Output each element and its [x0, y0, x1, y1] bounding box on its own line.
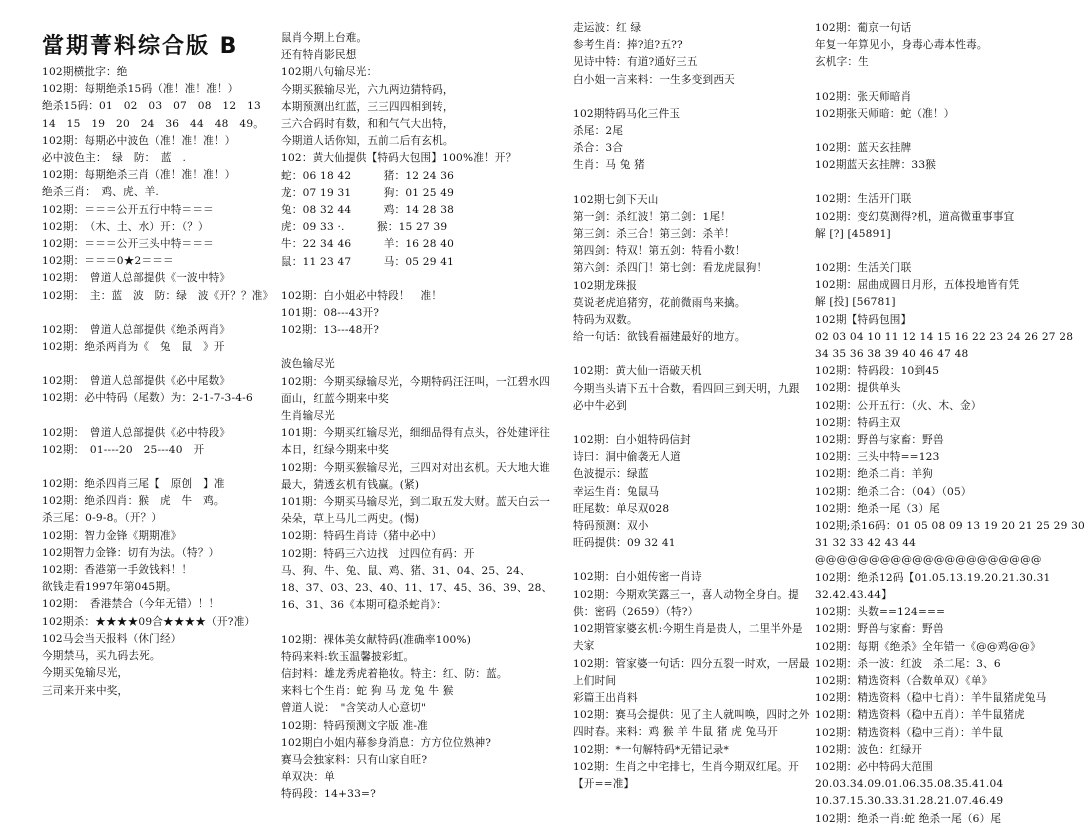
text-line: 102期：今期买猴输尽光，三四对对出玄机。天大地大谁最大，猜透玄机有钱赢。(紧) — [281, 461, 551, 491]
column-2-body — [281, 30, 556, 804]
text-line: 102期：管家婆一句话：四分五裂一时欢，一居最上们时间 — [573, 657, 810, 687]
text-line: 102期：野兽与家畜：野兽 — [815, 623, 944, 636]
text-line: 102期：生活开门联 — [815, 193, 912, 206]
text-line: 102期：葡京一句话 — [815, 22, 912, 34]
text-line: 曾道人说： "含笑动人心意切" — [281, 702, 427, 715]
text-line: 马、狗、牛、兔、鼠、鸡、猪、31、04、25、24、 — [281, 564, 531, 577]
spacer — [815, 174, 1070, 191]
text-line: 102期特码马化三件玉 — [573, 107, 681, 120]
text-line: 龙：07 19 31 狗：01 25 49 — [281, 186, 455, 199]
text-line: 102期：＝＝＝公开五行中特＝＝＝ — [42, 203, 214, 216]
text-line: 102期：蓝天玄挂牌 — [815, 142, 912, 155]
text-line: 波色输尽光 — [281, 358, 335, 371]
spacer — [573, 89, 810, 106]
text-line: 还有特肖影民想 — [281, 49, 357, 62]
text-line: 102期： 01----20 25---40 开 — [42, 443, 205, 456]
page-title: 當期菁料综合版 B — [42, 34, 239, 59]
text-line: 今期买猴输尽光，六九两边猜特码， — [281, 83, 454, 96]
spacer — [281, 339, 556, 356]
text-line: 102期：每期绝杀三肖（准！准！准！） — [42, 169, 236, 182]
text-line: 给一句话：欲钱看福建最好的地方。 — [573, 331, 746, 344]
column-4 — [815, 20, 1085, 825]
text-line: 鼠肖今期上台难。 — [281, 32, 368, 44]
text-line: 102期：＝＝＝0★2＝＝＝ — [42, 255, 174, 268]
text-line: 102：黄大仙提供【特码大包围】100%准！开？ — [281, 152, 517, 165]
text-line: 18、37、03、23、40、11、17、45、36、39、28、 — [281, 582, 553, 595]
text-line: 102期：香港第一手敛钱料！！ — [42, 564, 193, 577]
text-line: 102期：绝杀四肖：猴 虎 牛 鸡。 — [42, 495, 225, 508]
text-line: 102期：三头中特==123 — [815, 451, 940, 464]
text-line: 三司来开来中奖， — [42, 684, 129, 697]
text-line: 彩篇王出肖料 — [573, 691, 638, 704]
text-line: 生肖输尽光 — [281, 410, 335, 423]
text-line: 102期八句输尽光： — [281, 66, 378, 79]
column-1-body — [42, 64, 274, 700]
text-line: 102期：特码预测文字版 准-准 — [281, 719, 428, 732]
text-line: 单双决：单 — [281, 771, 335, 784]
text-line: 102期： 主：蓝 波 防：绿 波《开？？准》 — [42, 289, 274, 302]
text-line: 102期：杀一波：红波 杀二尾：3、6 — [815, 657, 1001, 670]
text-line: 102期：＝＝＝公开三头中特＝＝＝ — [42, 238, 214, 251]
text-line: 102期：裸体美女献特码(准确率100%) — [281, 633, 472, 646]
text-line: 102期： 曾道人总部提供《必中特段》 — [42, 426, 231, 439]
text-line: 102期：张天师暗肖 — [815, 90, 912, 103]
text-line: 102期：头数==124=== — [815, 606, 946, 619]
text-line: 杀尾：2尾 — [573, 125, 624, 138]
text-line: 特码来料:软玉温馨披彩虹。 — [281, 650, 415, 663]
text-line: 见诗中特：有道?通好三五 — [573, 56, 698, 69]
text-line: 102期：波色：红绿开 — [815, 743, 923, 756]
text-line: 102期智力金锋：切有为法。（特？） — [42, 546, 220, 559]
text-line: 101期：今期买红输尽光，细细品得有点头，谷处建评往本日，红绿今期来中奖 — [281, 427, 551, 457]
text-line: 32.42.43.44】 — [815, 588, 893, 601]
text-line: 蛇：06 18 42 猪：12 24 36 — [281, 169, 455, 182]
column-1 — [42, 0, 274, 764]
text-line: 102期：特码段：10到45 — [815, 365, 940, 378]
text-line: 102期管家婆玄机:今期生肖是贵人，二里半外是夫家 — [573, 623, 803, 653]
text-line: @@@@@@@@@@@@@@@@@@@@@ — [815, 554, 1042, 567]
spacer — [573, 346, 810, 363]
text-line: 102期：绝杀二肖：羊狗 — [815, 468, 933, 481]
text-line: 102期：绝杀一肖:蛇 绝杀一尾（6）尾 — [815, 812, 1002, 825]
text-line: 年复一年算见小，身毒心毒本性毒。 — [815, 39, 988, 52]
text-line: 杀合：3合 — [573, 142, 624, 155]
text-line: 102期：精选资料（稳中三肖）：羊牛鼠 — [815, 726, 1004, 739]
text-line: 玄机字：生 — [815, 56, 869, 69]
text-line: 102期：13---48开? — [281, 324, 380, 337]
text-line: 102期：提供单头 — [815, 382, 901, 395]
text-line: 101期：08---43开? — [281, 307, 380, 320]
text-line: 16、31、36《本期可稳杀蛇肖》： — [281, 599, 447, 612]
text-line: 10.37.15.30.33.31.28.21.07.46.49 — [815, 795, 1004, 808]
spacer — [42, 459, 267, 476]
text-line: 莫说老虎追猪穷，花前微雨鸟来擒。 — [573, 296, 746, 309]
text-line: 今期道人话你知，五前二后有玄机。 — [281, 135, 454, 148]
text-line: 102期：绝杀12码【01.05.13.19.20.21.30.31 — [815, 571, 1051, 584]
text-line: 鼠：11 23 47 马：05 29 41 — [281, 255, 455, 268]
text-line: 本期预测出红蓝，三三四四相到转， — [281, 100, 454, 113]
text-line: 解 [投] [56781] — [815, 296, 896, 309]
text-line: 102期横批字：绝 — [42, 66, 128, 78]
text-line: 兔：08 32 44 鸡：14 28 38 — [281, 204, 455, 217]
text-line: 102期：特码三六边找 过四位有码：开 — [281, 547, 475, 560]
text-line: 102期;杀16码：01 05 08 09 13 19 20 21 25 29 30 — [815, 520, 1085, 533]
text-line: 102期白小姐内幕参身消息：方方位位熟神? — [281, 736, 492, 749]
text-line: 102期：必中特码大范围 — [815, 760, 933, 773]
text-line: 102期龙珠报 — [573, 279, 637, 292]
text-line: 102期杀：★★★★09合★★★★（开?准） — [42, 615, 256, 628]
text-line: 20.03.34.09.01.06.35.08.35.41.04 — [815, 778, 1004, 791]
text-line: 102期： （木、土、水）开：（？） — [42, 220, 209, 233]
column-4-body — [815, 20, 1085, 828]
text-line: 102期：*一句解特码*无错记录* — [573, 743, 730, 756]
text-line: 102期：每期《绝杀》全年错一《@@鸡@@》 — [815, 640, 1041, 653]
column-3 — [573, 20, 810, 790]
text-line: 102期：智力金锋《期期准》 — [42, 529, 182, 542]
text-line: 特码段：14+33=? — [281, 788, 376, 801]
text-line: 102期七剑下天山 — [573, 193, 659, 206]
spacer — [815, 243, 1070, 260]
text-line: 102期：精选资料（合数单双）《单》 — [815, 674, 993, 687]
text-line: 102期：屈曲成圆日月形，五体投地皆有凭 — [815, 279, 1020, 292]
text-line: 诗曰：洞中偷袭无人道 — [573, 451, 681, 464]
column-3-body — [573, 20, 810, 793]
text-line: 绝杀三肖： 鸡、虎、羊. — [42, 186, 159, 199]
text-line: 102期：每期绝杀15码（准！准！准！） — [42, 83, 239, 96]
text-line: 赛马会独家料：只有山家自旺? — [281, 753, 428, 766]
text-line: 102期：生肖之中宅排七，生肖今期双红尾。开【开==准】 — [573, 760, 799, 790]
text-line: 102期：必中特码（尾数）为：2-1-7-3-4-6 — [42, 392, 253, 405]
text-line: 102期：精选资料（稳中七肖）：羊牛鼠猪虎兔马 — [815, 692, 1047, 705]
text-line: 102期：今期买绿输尽光，今期特码汪汪叫，一江碧水四面山，红蓝今期来中奖 — [281, 375, 551, 405]
spacer — [815, 72, 1070, 89]
text-line: 102期：今期欢笑露三一，喜人动物全身白。提供：密码（2659）（特?） — [573, 588, 799, 618]
text-line: 102期：生活关门联 — [815, 262, 912, 275]
text-line: 今期当头请下五十合数，看四回三到天明，九跟必中牛必到 — [573, 382, 800, 412]
text-line: 102期：精选资料（稳中五肖）：羊牛鼠猪虎 — [815, 709, 1025, 722]
spacer — [281, 271, 556, 288]
text-line: 102期：绝杀一尾（3）尾 — [815, 502, 940, 515]
text-line: 信封料：雄龙秀虎着艳妆。特主：红、防：蓝。 — [281, 667, 508, 680]
text-line: 杀三尾：0-9-8。（开？） — [42, 512, 163, 525]
text-line: 102期：公开五行：（火、木、金） — [815, 399, 982, 412]
text-line: 第三剑：杀三合！第三剑：杀羊！ — [573, 228, 735, 241]
text-line: 102期： 曾道人总部提供《绝杀两肖》 — [42, 323, 231, 336]
text-line: 101期：今期买马输尽光，到二取五发大财。蓝天白云一朵朵，草上马儿二两史。(惕) — [281, 496, 551, 526]
text-line: 来料七个生肖：蛇 狗 马 龙 兔 牛 猴 — [281, 685, 454, 698]
text-line: 今期买兔输尽光， — [42, 667, 129, 680]
spacer — [281, 615, 556, 632]
spacer — [42, 305, 267, 322]
text-line: 第一剑：杀红波！第二剑：1尾！ — [573, 210, 732, 223]
text-line: 牛：22 34 46 羊：16 28 40 — [281, 238, 455, 251]
text-line: 欲钱走看1997年第045期。 — [42, 581, 177, 594]
text-line: 102期蓝天玄挂牌：33猴 — [815, 159, 937, 172]
text-line: 走运波：红 绿 — [573, 22, 642, 34]
text-line: 色波提示：绿蓝 — [573, 468, 649, 481]
spacer — [42, 356, 267, 373]
text-line: 02 03 04 10 11 12 14 15 16 22 23 24 26 27 28 — [815, 330, 1074, 343]
text-line: 102期：赛马会提供：见了主人就叫唤，四时之外四时春。来料：鸡 猴 羊 牛鼠 猪 虎 兔马开 — [573, 709, 810, 739]
text-line: 102期：白小姐特码信封 — [573, 434, 691, 447]
text-line: 102期张天师暗：蛇（准！） — [815, 107, 955, 120]
text-line: 14 15 19 20 24 36 44 48 49。 — [42, 117, 265, 130]
text-line: 特码为双数。 — [573, 314, 638, 327]
text-line: 102期：绝杀两肖为《 兔 鼠 》开 — [42, 341, 225, 354]
column-2 — [281, 30, 556, 801]
text-line: 旺码提供：09 32 41 — [573, 537, 676, 550]
text-line: 102期：特码生肖诗（猪中必中） — [281, 530, 443, 543]
text-line: 102期：每期必中波色（准！准！准！） — [42, 134, 236, 147]
text-line: 今期禁马，买九码去死。 — [42, 650, 161, 663]
spacer — [573, 552, 810, 569]
text-line: 幸运生肖：兔鼠马 — [573, 485, 660, 498]
text-line: 102期：绝杀二合：（04）（05） — [815, 485, 972, 498]
text-line: 102马会当天报料（休门经） — [42, 632, 182, 645]
text-line: 第六剑：杀四门！第七剑：看龙虎鼠狗！ — [573, 262, 768, 275]
text-line: 102期：黄大仙一语破天机 — [573, 365, 702, 378]
text-line: 必中波色主： 绿 防： 蓝 . — [42, 152, 187, 165]
text-line: 102期： 曾道人总部提供《一波中特》 — [42, 272, 231, 285]
text-line: 102期【特码包围】 — [815, 313, 912, 326]
text-line: 102期： 香港禁合（今年无错）！！ — [42, 598, 220, 611]
text-line: 102期：绝杀四肖三尾【 原创 】准 — [42, 478, 225, 491]
text-line: 31 32 33 42 43 44 — [815, 537, 917, 550]
spacer — [573, 415, 810, 432]
text-line: 102期：白小姐必中特段！ 准！ — [281, 289, 443, 302]
text-line: 特码预测：双小 — [573, 520, 649, 533]
text-line: 34 35 36 38 39 40 46 47 48 — [815, 348, 969, 361]
text-line: 生肖：马 兔 猪 — [573, 159, 645, 172]
spacer — [573, 175, 810, 192]
text-line: 三六合码时有数，和和气气大出特， — [281, 118, 454, 131]
text-line: 虎：09 33 ·. 猴：15 27 39 — [281, 221, 448, 234]
text-line: 102期：白小姐传密一肖诗 — [573, 571, 702, 584]
spacer — [815, 123, 1070, 140]
text-line: 绝杀15码：01 02 03 07 08 12 13 — [42, 100, 261, 113]
text-line: 旺尾数：单尽双028 — [573, 502, 670, 515]
spacer — [42, 408, 267, 425]
text-line: 参考生肖：捧?追?五?? — [573, 39, 683, 52]
text-line: 第四剑：特双！第五剑：特看小数！ — [573, 245, 746, 258]
text-line: 102期：野兽与家畜：野兽 — [815, 434, 944, 447]
text-line: 解 [?] [45891] — [815, 227, 891, 240]
text-line: 白小姐一言来料：一生多变到西天 — [573, 73, 735, 86]
text-line: 102期： 曾道人总部提供《必中尾数》 — [42, 375, 231, 388]
text-line: 102期：特码主双 — [815, 416, 901, 429]
text-line: 102期：变幻莫测得?机，道高微重事事宜 — [815, 210, 1015, 223]
